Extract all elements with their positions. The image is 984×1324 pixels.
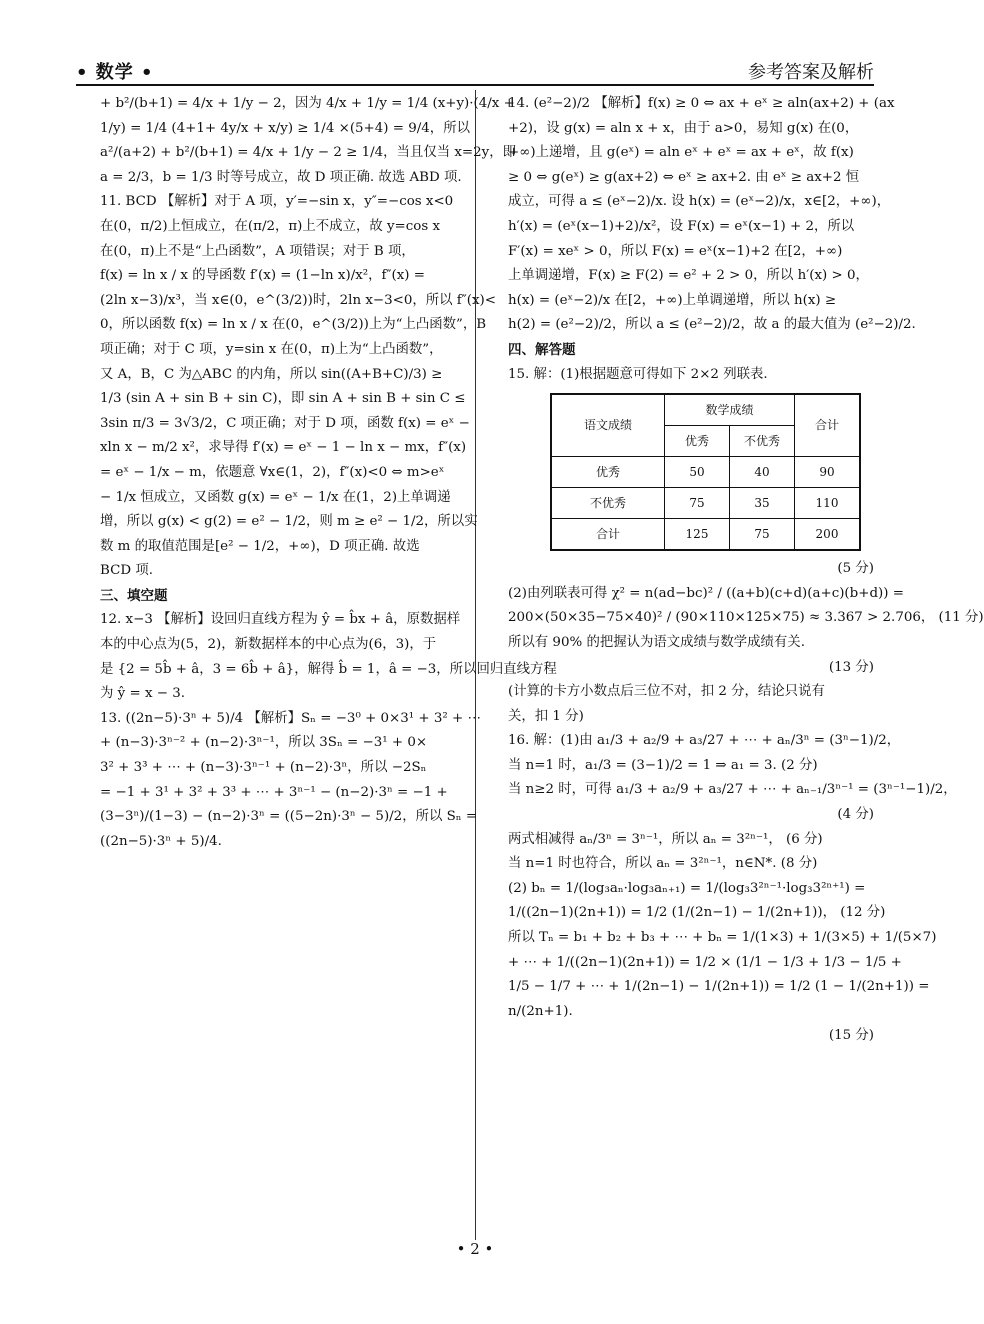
table-header-math: 数学成绩 [665, 394, 795, 426]
text-line: 为 ŷ = x − 3. [100, 686, 186, 702]
text-line: (3−3ⁿ)/(1−3) − (n−2)·3ⁿ = ((5−2n)·3ⁿ − 5)/2，所以 Sₙ = [100, 809, 478, 825]
text-line: 1/3 (sin A + sin B + sin C)，即 sin A + sin B + sin C ≤ [100, 391, 466, 407]
text-line: 当 n=1 时，a₁/3 = (3−1)/2 = 1 ⇒ a₁ = 3. (2 分) [508, 757, 818, 773]
score-note: (4 分) [837, 807, 874, 823]
text-line: (2)由列联表可得 χ² = n(ad−bc)² / ((a+b)(c+d)(a+c)(b+d)) = [508, 585, 904, 601]
text-line: F′(x) = xeˣ > 0，所以 F(x) = eˣ(x−1)+2 在[2，+∞) [508, 243, 843, 259]
table-cell: 35 [730, 488, 795, 519]
header-rule [76, 84, 874, 86]
text-line: 14. (e²−2)/2 【解析】f(x) ≥ 0 ⇔ ax + eˣ ≥ aln(ax+2) + (ax [508, 96, 895, 111]
score-note: (13 分) [828, 659, 874, 675]
section-heading-fill-blank: 三、填空题 [100, 587, 168, 604]
text-line: xln x − m/2 x²，求导得 f′(x) = eˣ − 1 − ln x − mx，f″(x) [100, 440, 467, 456]
text-line: h(2) = (e²−2)/2，所以 a ≤ (e²−2)/2，故 a 的最大值为 (e²−2)/2. [508, 317, 916, 333]
text-line: f(x) = ln x / x 的导函数 f′(x) = (1−ln x)/x²，f″(x) = [100, 268, 425, 284]
table-cell: 125 [665, 519, 730, 551]
text-line: 成立，可得 a ≤ (eˣ−2)/x. 设 h(x) = (eˣ−2)/x，x∈[2，+∞)， [508, 194, 891, 210]
text-line: 在(0，π/2)上恒成立，在(π/2，π)上不成立，故 y=cos x [100, 218, 441, 234]
score-note: (5 分) [837, 561, 874, 577]
text-line: 所以 Tₙ = b₁ + b₂ + b₃ + ⋯ + bₙ = 1/(1×3) + 1/(3×5) + 1/(5×7) [508, 930, 937, 946]
text-line: 上单调递增，F(x) ≥ F(2) = e² + 2 > 0，所以 h′(x) > 0， [508, 268, 869, 284]
text-line: (计算的卡方小数点后三位不对，扣 2 分，结论只说有 [508, 684, 825, 700]
text-line: ((2n−5)·3ⁿ + 5)/4. [100, 833, 222, 849]
table-header-total: 合计 [795, 394, 861, 457]
table-cell: 110 [795, 488, 861, 519]
table-cell: 75 [730, 519, 795, 551]
text-line: 11. BCD 【解析】对于 A 项，y′=−sin x，y″=−cos x<0 [100, 194, 454, 210]
text-line: 两式相减得 aₙ/3ⁿ = 3ⁿ⁻¹，所以 aₙ = 3²ⁿ⁻¹， (6 分) [508, 831, 823, 847]
table-cell: 不优秀 [551, 488, 665, 519]
text-line: +2)，设 g(x) = aln x + x，由于 a>0，易知 g(x) 在(0， [508, 120, 859, 136]
text-line: − 1/x 恒成立，又函数 g(x) = eˣ − 1/x 在(1，2)上单调递 [100, 489, 451, 505]
table-cell: 50 [665, 457, 730, 488]
text-line: h′(x) = (eˣ(x−1)+2)/x²，设 F(x) = eˣ(x−1) + 2，所以 [508, 218, 855, 234]
text-line: h(x) = (eˣ−2)/x 在[2，+∞)上单调递增，所以 h(x) ≥ [508, 292, 837, 308]
text-line: 12. x−3 【解析】设回归直线方程为 ŷ = b̂x + â，原数据样 [100, 612, 461, 628]
text-line: 1/((2n−1)(2n+1)) = 1/2 (1/(2n−1) − 1/(2n+1))， (12 分) [508, 905, 886, 921]
text-line: (2) bₙ = 1/(log₃aₙ·log₃aₙ₊₁) = 1/(log₃3²ⁿ⁻¹·log₃3²ⁿ⁺¹) = [508, 880, 866, 896]
contingency-table [550, 393, 861, 551]
page-number: • 2 • [456, 1240, 494, 1258]
table-cell: 75 [665, 488, 730, 519]
text-line: ≥ 0 ⇔ g(eˣ) ≥ g(ax+2) ⇔ eˣ ≥ ax+2. 由 eˣ ≥ ax+2 恒 [508, 169, 860, 185]
text-line: 15. 解：(1)根据题意可得如下 2×2 列联表. [508, 366, 768, 382]
text-line: (2ln x−3)/x³，当 x∈(0，e^(3/2))时，2ln x−3<0，所以 f″(x)< [100, 292, 496, 308]
text-line: 13. ((2n−5)·3ⁿ + 5)/4 【解析】Sₙ = −3⁰ + 0×3¹ + 3² + ⋯ [100, 710, 481, 726]
text-line: 又 A，B，C 为△ABC 的内角，所以 sin((A+B+C)/3) ≥ [100, 366, 443, 382]
text-line: 当 n=1 时也符合，所以 aₙ = 3²ⁿ⁻¹，n∈N*. (8 分) [508, 856, 818, 872]
right-column [508, 92, 984, 1049]
text-line: 3sin π/3 = 3√3/2，C 项正确；对于 D 项，函数 f(x) = eˣ − [100, 415, 470, 431]
text-line: 1/y) = 1/4 (4+1+ 4y/x + x/y) ≥ 1/4 ×(5+4) = 9/4，所以 [100, 120, 470, 136]
table-cell: 合计 [551, 519, 665, 551]
text-line: 增，所以 g(x) < g(2) = e² − 1/2，则 m ≥ e² − 1/2，所以实 [100, 514, 478, 530]
text-line: + b²/(b+1) = 4/x + 1/y − 2，因为 4/x + 1/y = 1/4 (x+y)·(4/x + [100, 96, 515, 111]
table-cell: 200 [795, 519, 861, 551]
text-line: 1/5 − 1/7 + ⋯ + 1/(2n−1) − 1/(2n+1)) = 1/2 (1 − 1/(2n+1)) = [508, 979, 930, 995]
table-row [551, 519, 860, 551]
text-line: 是 {2 = 5b̂ + â，3 = 6b̂ + â}，解得 b̂ = 1，â = −3，所以回归直线方程 [100, 661, 557, 677]
text-line: = −1 + 3¹ + 3² + 3³ + ⋯ + 3ⁿ⁻¹ − (n−2)·3ⁿ = −1 + [100, 784, 448, 800]
table-cell: 90 [795, 457, 861, 488]
score-note: (15 分) [828, 1028, 874, 1044]
text-line: 本的中心点为(5，2)，新数据样本的中心点为(6，3)，于 [100, 637, 437, 653]
section-heading-answer: 四、解答题 [508, 341, 576, 358]
table-cell: 优秀 [551, 457, 665, 488]
text-line: +∞)上递增，且 g(eˣ) = aln eˣ + eˣ = ax + eˣ，故 f(x) [508, 145, 854, 161]
text-line: BCD 项. [100, 563, 153, 579]
text-line: 在(0，π)上不是“上凸函数”，A 项错误；对于 B 项， [100, 243, 415, 259]
table-row [551, 488, 860, 519]
text-line: 所以有 90% 的把握认为语文成绩与数学成绩有关. [508, 634, 805, 650]
text-line: 3² + 3³ + ⋯ + (n−3)·3ⁿ⁻¹ + (n−2)·3ⁿ，所以 −2Sₙ [100, 760, 427, 776]
text-line: 项正确；对于 C 项，y=sin x 在(0，π)上为“上凸函数”， [100, 341, 443, 357]
header-doc-title: 参考答案及解析 [748, 62, 874, 83]
text-line: 当 n≥2 时，可得 a₁/3 + a₂/9 + a₃/27 + ⋯ + aₙ₋₁/3ⁿ⁻¹ = (3ⁿ⁻¹−1)/2， [508, 782, 957, 798]
table-row [551, 457, 860, 488]
text-line: + ⋯ + 1/((2n−1)(2n+1)) = 1/2 × (1/1 − 1/3 + 1/3 − 1/5 + [508, 954, 902, 970]
text-line: a²/(a+2) + b²/(b+1) = 4/x + 1/y − 2 ≥ 1/4，当且仅当 x=2y，即 [100, 145, 517, 161]
text-line: 200×(50×35−75×40)² / (90×110×125×75) ≈ 3.367 > 2.706， (11 分) [508, 610, 984, 626]
header-subject: • 数学 • [76, 62, 154, 83]
table-cell: 40 [730, 457, 795, 488]
text-line: = eˣ − 1/x − m，依题意 ∀x∈(1，2)，f″(x)<0 ⇔ m>eˣ [100, 464, 445, 480]
text-line: 数 m 的取值范围是[e² − 1/2，+∞)，D 项正确. 故选 [100, 538, 420, 554]
text-line: 16. 解：(1)由 a₁/3 + a₂/9 + a₃/27 + ⋯ + aₙ/3ⁿ = (3ⁿ−1)/2， [508, 733, 901, 749]
table-header-good: 优秀 [665, 426, 730, 457]
table-header-notgood: 不优秀 [730, 426, 795, 457]
text-line: n/(2n+1). [508, 1003, 573, 1019]
text-line: 关，扣 1 分) [508, 708, 584, 724]
text-line: a = 2/3，b = 1/3 时等号成立，故 D 项正确. 故选 ABD 项. [100, 169, 462, 185]
text-line: 0，所以函数 f(x) = ln x / x 在(0，e^(3/2))上为“上凸函数”，B [100, 317, 487, 333]
table-header-chinese: 语文成绩 [551, 394, 665, 457]
text-line: + (n−3)·3ⁿ⁻² + (n−2)·3ⁿ⁻¹，所以 3Sₙ = −3¹ + 0× [100, 735, 428, 751]
